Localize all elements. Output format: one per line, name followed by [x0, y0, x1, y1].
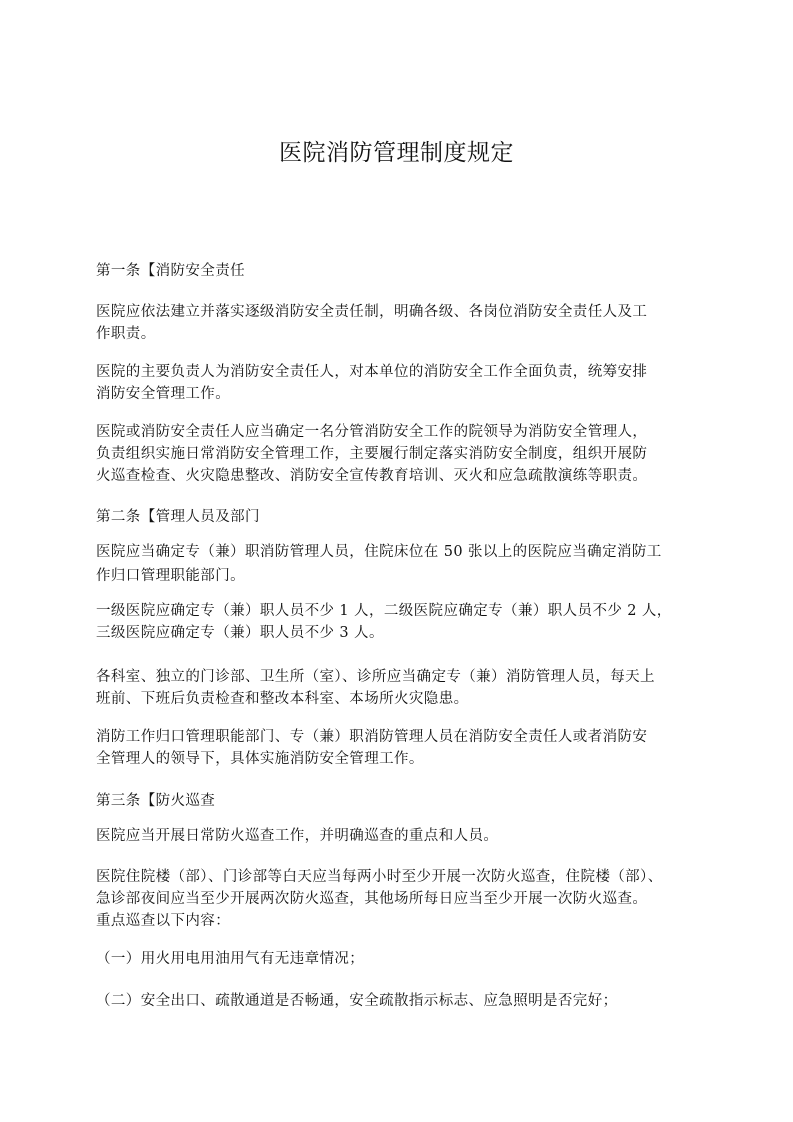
- paragraph-line: 各科室、独立的门诊部、卫生所（室）、诊所应当确定专（兼）消防管理人员，每天上: [96, 669, 655, 685]
- paragraph-line: 班前、下班后负责检查和整改本科室、本场所火灾隐患。: [96, 691, 469, 707]
- paragraph-line: 医院或消防安全责任人应当确定一名分管消防安全工作的院领导为消防安全管理人，: [96, 424, 648, 440]
- paragraph: [96, 866, 700, 932]
- paragraph-line: 负责组织实施日常消防安全管理工作，主要履行制定落实消防安全制度，组织开展防: [96, 446, 648, 462]
- paragraph: [96, 541, 700, 587]
- paragraph-line: 火巡查检查、火灾隐患整改、消防安全宣传教育培训、灭火和应急疏散演练等职责。: [96, 468, 648, 484]
- document-title: 医院消防管理制度规定: [279, 140, 514, 166]
- paragraph-line: 医院应当开展日常防火巡查工作，并明确巡查的重点和人员。: [96, 828, 499, 844]
- paragraph: [96, 361, 700, 405]
- paragraph: [96, 666, 700, 710]
- paragraph-line: （一）用火用电用油用气有无违章情况；: [96, 951, 365, 967]
- paragraph-line: 作职责。: [96, 326, 156, 342]
- section-heading: 第三条【防火巡查: [96, 793, 216, 809]
- paragraph-line: （二）安全出口、疏散通道是否畅通，安全疏散指示标志、应急照明是否完好；: [96, 993, 618, 1009]
- paragraph-line: 医院应当确定专（兼）职消防管理人员，住院床位在 50 张以上的医院应当确定消防工: [96, 544, 662, 560]
- paragraph-line: 医院应依法建立并落实逐级消防安全责任制，明确各级、各岗位消防安全责任人及工: [96, 304, 648, 320]
- list-item: [96, 990, 700, 1012]
- paragraph: [96, 825, 700, 847]
- paragraph: [96, 726, 700, 770]
- section-heading: 第二条【管理人员及部门: [96, 509, 260, 525]
- paragraph-line: 重点巡查以下内容：: [96, 913, 231, 929]
- paragraph-line: 作归口管理职能部门。: [96, 568, 245, 584]
- section-heading: 第一条【消防安全责任: [96, 263, 245, 279]
- paragraph: [96, 421, 700, 487]
- paragraph: [96, 301, 700, 345]
- paragraph-line: 急诊部夜间应当至少开展两次防火巡查，其他场所每日应当至少开展一次防火巡查。: [96, 891, 648, 907]
- paragraph-line: 医院的主要负责人为消防安全责任人，对本单位的消防安全工作全面负责，统筹安排: [96, 364, 648, 380]
- list-item: [96, 948, 700, 970]
- paragraph-line: 三级医院应确定专（兼）职人员不少 3 人。: [96, 625, 384, 641]
- paragraph-line: 一级医院应确定专（兼）职人员不少 1 人，二级医院应确定专（兼）职人员不少 2 人，: [96, 603, 672, 619]
- paragraph-line: 全管理人的领导下，具体实施消防安全管理工作。: [96, 751, 424, 767]
- paragraph-line: 医院住院楼（部）、门诊部等白天应当每两小时至少开展一次防火巡查，住院楼（部）、: [96, 869, 663, 885]
- paragraph-line: 消防工作归口管理职能部门、专（兼）职消防管理人员在消防安全责任人或者消防安: [96, 729, 648, 745]
- paragraph-line: 消防安全管理工作。: [96, 386, 231, 402]
- paragraph: [96, 600, 700, 644]
